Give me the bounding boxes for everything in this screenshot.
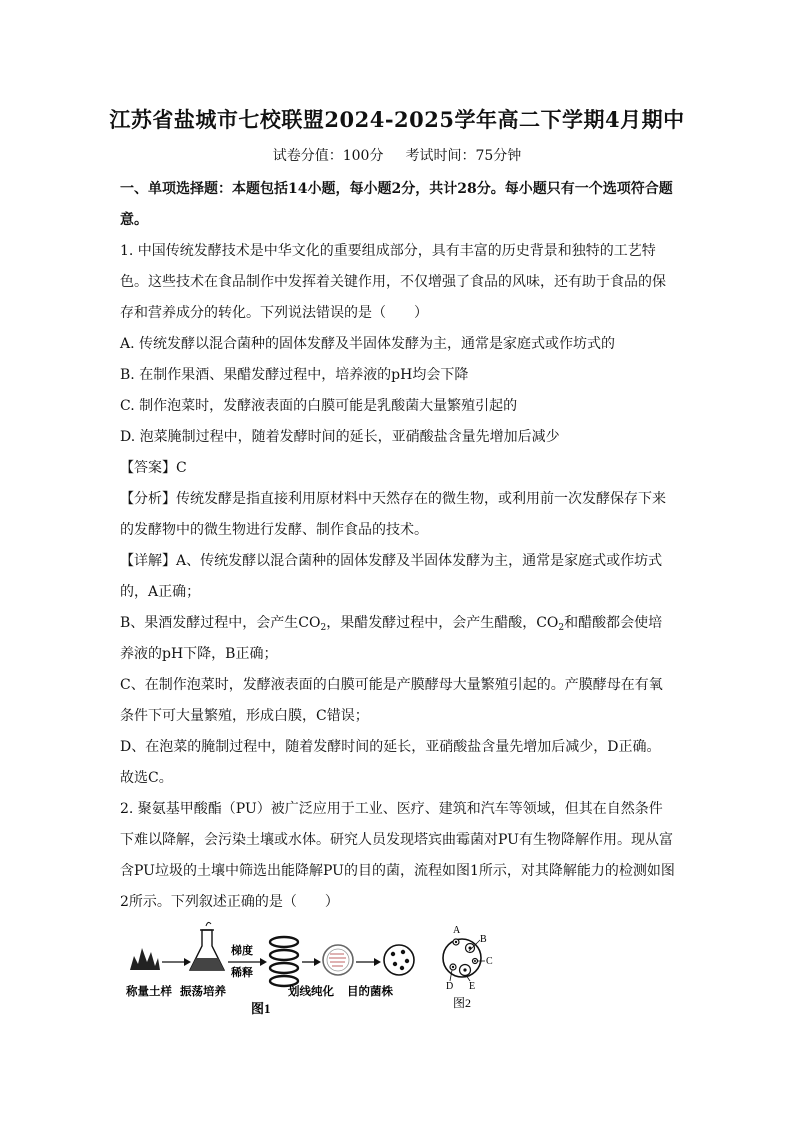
q1-answer: 【答案】C xyxy=(120,460,187,476)
figure1-caption: 图1 xyxy=(251,1001,271,1016)
figure-area xyxy=(120,918,520,1028)
q1-detail-c: C、在制作泡菜时，发酵液表面的白膜可能是产膜酵母大量繁殖引起的。产膜酵母在有氧条件下可大量繁殖，形成白膜，C错误； xyxy=(120,677,663,724)
q1-detail-a: 【详解】A、传统发酵以混合菌种的固体发酵及半固体发酵为主，通常是家庭式或作坊式的，A正确； xyxy=(120,553,663,600)
figure1-target-label: 目的菌株 xyxy=(347,986,393,998)
q1-conclusion: 故选C。 xyxy=(120,770,173,786)
figure1-dilute-label-2: 稀释 xyxy=(231,967,253,979)
q1-detail-b-part2: ，果醋发酵过程中，会产生醋酸，CO xyxy=(326,615,559,631)
figure1-weigh-label: 称量土样 xyxy=(126,986,172,998)
arrow-head-icon xyxy=(184,958,191,966)
q1-detail-b-part1: B、果酒发酵过程中，会产生CO xyxy=(120,615,321,631)
inhibition-zone-plate-icon xyxy=(443,939,485,981)
dish-stack-icon xyxy=(270,937,298,986)
exam-time: 考试时间：75分钟 xyxy=(405,148,522,164)
flask-icon xyxy=(190,922,224,970)
q1-option-d: D. 泡菜腌制过程中，随着发酵时间的延长，亚硝酸盐含量先增加后减少 xyxy=(120,429,560,445)
figure1-shake-label: 振荡培养 xyxy=(180,986,226,998)
section-heading: 一、单项选择题：本题包括14小题，每小题2分，共计28分。每小题只有一个选项符合题意。 xyxy=(120,181,673,228)
arrow-head-icon xyxy=(260,958,267,966)
q2-stem: 2. 聚氨基甲酸酯（PU）被广泛应用于工业、医疗、建筑和汽车等领域，但其在自然条件下难以降解，会污染土壤或水体。研究人员发现塔宾曲霉菌对PU有生物降解作用。现从富含PU垃圾的土壤中筛选出能降解PU的目的菌，流程如图1所示，对其降解能力的检测如图2所示。下列叙述正确的是（ ） xyxy=(120,801,675,910)
exam-score: 试卷分值：100分 xyxy=(272,148,384,164)
q1-detail-b-part3: 和醋酸都会使培养液的pH下降，B正确； xyxy=(120,615,663,662)
subscript: 2 xyxy=(320,623,327,633)
subscript: 2 xyxy=(558,623,565,633)
figure2-label-a: A xyxy=(453,925,461,936)
arrow-head-icon xyxy=(374,958,381,966)
streak-plate-icon xyxy=(323,945,353,975)
q1-option-b: B. 在制作果酒、果醋发酵过程中，培养液的pH均会下降 xyxy=(120,367,469,383)
figure1-dilute-label-1: 梯度 xyxy=(231,945,253,957)
exam-meta xyxy=(0,145,794,165)
colony-plate-icon xyxy=(384,945,414,975)
figure2-label-c: C xyxy=(486,956,493,967)
q1-option-a: A. 传统发酵以混合菌种的固体发酵及半固体发酵为主，通常是家庭式或作坊式的 xyxy=(120,336,616,352)
figure1-streak-label: 划线纯化 xyxy=(288,986,334,998)
figure2-label-e: E xyxy=(469,981,476,992)
q1-option-c: C. 制作泡菜时，发酵液表面的白膜可能是乳酸菌大量繁殖引起的 xyxy=(120,398,518,414)
soil-sample-icon xyxy=(130,948,160,970)
q1-stem: 1. 中国传统发酵技术是中华文化的重要组成部分，具有丰富的历史背景和独特的工艺特色。这些技术在食品制作中发挥着关键作用，不仅增强了食品的风味，还有助于食品的保存和营养成分的转化。下列说法错误的是（ ） xyxy=(120,243,666,321)
q1-detail-d: D、在泡菜的腌制过程中，随着发酵时间的延长，亚硝酸盐含量先增加后减少，D正确。 xyxy=(120,739,661,755)
exam-content xyxy=(120,174,676,918)
arrow-head-icon xyxy=(314,958,321,966)
figure2-label-b: B xyxy=(480,934,487,945)
q1-detail-b xyxy=(120,608,676,670)
page-title: 江苏省盐城市七校联盟2024-2025学年高二下学期4月期中 xyxy=(109,107,685,132)
figure2-label-d: D xyxy=(446,981,454,992)
q1-analysis: 【分析】传统发酵是指直接利用原材料中天然存在的微生物，或利用前一次发酵保存下来的发酵物中的微生物进行发酵、制作食品的技术。 xyxy=(120,491,666,538)
figure2-caption: 图2 xyxy=(453,996,472,1010)
